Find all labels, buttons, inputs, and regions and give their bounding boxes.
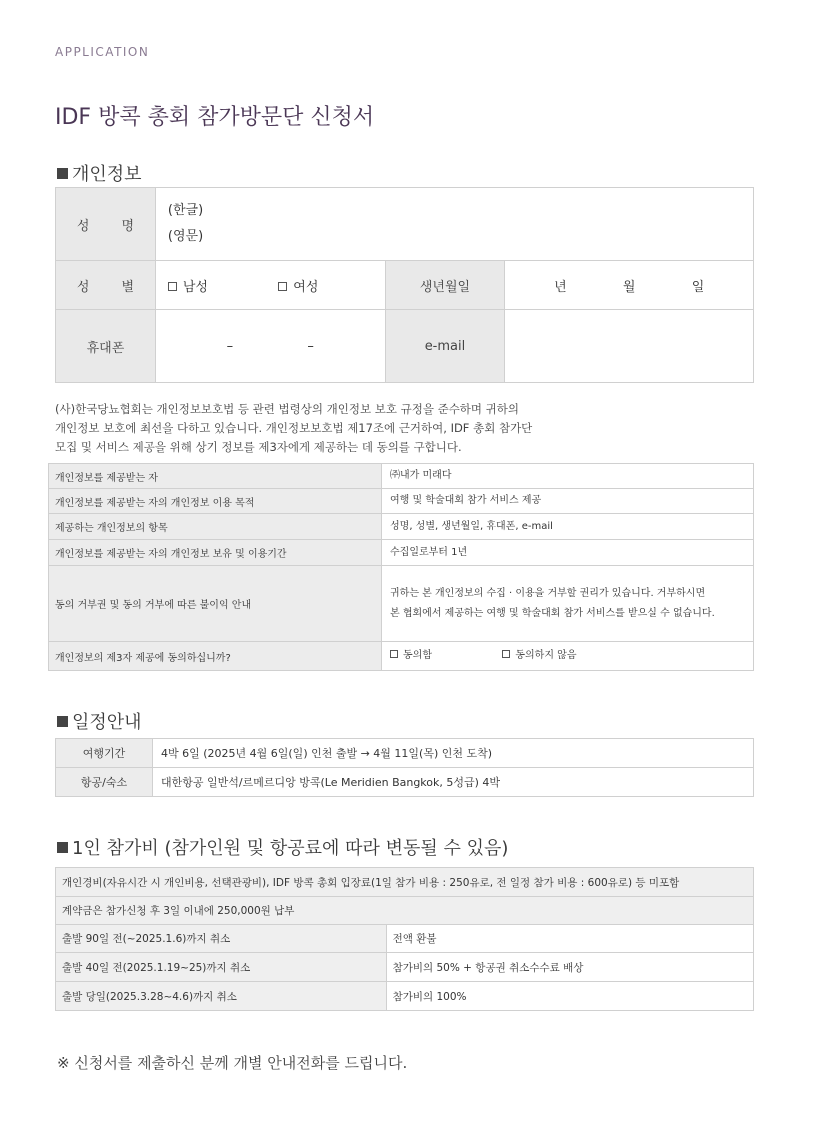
- consent-table: [48, 463, 754, 671]
- email-label: e-mail: [385, 310, 505, 383]
- page-title: IDF 방콕 총회 참가방문단 신청서: [55, 105, 375, 130]
- square-bullet-icon: [57, 842, 68, 853]
- gender-male-option[interactable]: 남성: [168, 280, 208, 295]
- birth-label: 생년월일: [385, 261, 505, 310]
- name-english-label: (영문): [167, 229, 204, 244]
- gender-label: 성 별: [56, 261, 156, 310]
- consent-row-label: 제공하는 개인정보의 항목: [49, 514, 382, 540]
- table-row: [49, 642, 754, 671]
- consent-row-value: 수집일로부터 1년: [382, 540, 754, 566]
- table-row: [49, 540, 754, 566]
- cancel-value: 참가비의 100%: [386, 982, 753, 1011]
- name-korean-label: (한글): [167, 203, 204, 218]
- privacy-notice: [55, 400, 615, 457]
- fee-note: 계약금은 참가신청 후 3일 이내에 250,000원 납부: [56, 897, 754, 925]
- eyebrow-label: APPLICATION: [55, 45, 150, 59]
- square-bullet-icon: [57, 716, 68, 727]
- table-row: [49, 514, 754, 540]
- refusal-text: 귀하는 본 개인정보의 수집 · 이용을 거부할 권리가 있습니다. 거부하시면 본 협회에서 제공하는 여행 및 학술대회 참가 서비스를 받으실 수 없습니다.: [382, 566, 754, 642]
- birth-year-label: 년: [554, 279, 567, 295]
- section-title-fee: [57, 834, 508, 860]
- table-row: [56, 982, 754, 1011]
- consent-row-label: 개인정보를 제공받는 자의 개인정보 보유 및 이용기간: [49, 540, 382, 566]
- notice-line: 모집 및 서비스 제공을 위해 상기 정보를 제3자에게 제공하는 데 동의를 구합니다.: [55, 440, 462, 454]
- agree-options: [382, 642, 754, 671]
- table-row: [49, 566, 754, 642]
- gender-female-option[interactable]: 여성: [278, 280, 318, 295]
- section-title-schedule: [57, 708, 142, 734]
- table-row: [56, 868, 754, 897]
- checkbox-icon[interactable]: [390, 650, 398, 658]
- period-label: 여행기간: [56, 739, 153, 768]
- table-row: [56, 925, 754, 953]
- agree-yes-option[interactable]: 동의함: [390, 650, 432, 661]
- checkbox-icon[interactable]: [502, 650, 510, 658]
- agree-no-option[interactable]: 동의하지 않음: [502, 650, 576, 661]
- personal-info-table: [55, 187, 754, 383]
- name-label: 성 명: [56, 188, 156, 261]
- cancel-label: 출발 90일 전(~2025.1.6)까지 취소: [56, 925, 387, 953]
- checkbox-icon[interactable]: [278, 282, 287, 291]
- refusal-label: 동의 거부권 및 동의 거부에 따른 불이익 안내: [49, 566, 382, 642]
- section-title-text: 1인 참가비 (참가인원 및 항공료에 따라 변동될 수 있음): [72, 838, 509, 859]
- phone-dash: –: [307, 338, 314, 354]
- fee-table: [55, 867, 754, 1011]
- table-row: [49, 464, 754, 489]
- cancel-label: 출발 당일(2025.3.28~4.6)까지 취소: [56, 982, 387, 1011]
- section-title-text: 개인정보: [72, 164, 142, 185]
- table-row: [56, 897, 754, 925]
- cancel-label: 출발 40일 전(2025.1.19~25)까지 취소: [56, 953, 387, 982]
- phone-label: 휴대폰: [56, 310, 156, 383]
- phone-dash: –: [226, 338, 234, 354]
- cancel-value: 참가비의 50% + 항공권 취소수수료 배상: [386, 953, 753, 982]
- table-row: [56, 768, 754, 797]
- table-row: [56, 739, 754, 768]
- flight-label: 항공/숙소: [56, 768, 153, 797]
- period-value: 4박 6일 (2025년 4월 6일(일) 인천 출발 → 4월 11일(목) 인천 도착): [153, 739, 754, 768]
- fee-note: 개인경비(자유시간 시 개인비용, 선택관광비), IDF 방콕 총회 입장료(1일 참가 비용 : 250유로, 전 일정 참가 비용 : 600유로) 등 미포함: [56, 868, 754, 897]
- name-field[interactable]: [155, 188, 753, 261]
- footer-note: ※ 신청서를 제출하신 분께 개별 안내전화를 드립니다.: [57, 1054, 408, 1072]
- consent-row-label: 개인정보를 제공받는 자의 개인정보 이용 목적: [49, 489, 382, 514]
- schedule-table: [55, 738, 754, 797]
- birth-day-label: 일: [691, 279, 705, 295]
- flight-value: 대한항공 일반석/르메르디앙 방콕(Le Meridien Bangkok, 5성급) 4박: [153, 768, 754, 797]
- email-field[interactable]: [505, 310, 754, 383]
- section-title-text: 일정안내: [72, 712, 142, 733]
- notice-line: 개인정보 보호에 최선을 다하고 있습니다. 개인정보보호법 제17조에 근거하여, IDF 총회 참가단: [55, 421, 533, 435]
- phone-field[interactable]: [155, 310, 385, 383]
- notice-line: (사)한국당뇨협회는 개인정보보호법 등 관련 법령상의 개인정보 보호 규정을 준수하며 귀하의: [55, 402, 520, 416]
- table-row: [56, 953, 754, 982]
- table-row: [49, 489, 754, 514]
- consent-row-value: ㈜내가 미래다: [382, 464, 754, 489]
- agree-question: 개인정보의 제3자 제공에 동의하십니까?: [49, 642, 382, 671]
- square-bullet-icon: [57, 168, 68, 179]
- consent-row-value: 여행 및 학술대회 참가 서비스 제공: [382, 489, 754, 514]
- section-title-personal: [57, 160, 142, 186]
- checkbox-icon[interactable]: [168, 282, 177, 291]
- consent-row-value: 성명, 성별, 생년월일, 휴대폰, e-mail: [382, 514, 754, 540]
- birth-field[interactable]: [505, 261, 754, 310]
- gender-field: [155, 261, 385, 310]
- consent-row-label: 개인정보를 제공받는 자: [49, 464, 382, 489]
- birth-month-label: 월: [622, 279, 636, 295]
- cancel-value: 전액 환불: [386, 925, 753, 953]
